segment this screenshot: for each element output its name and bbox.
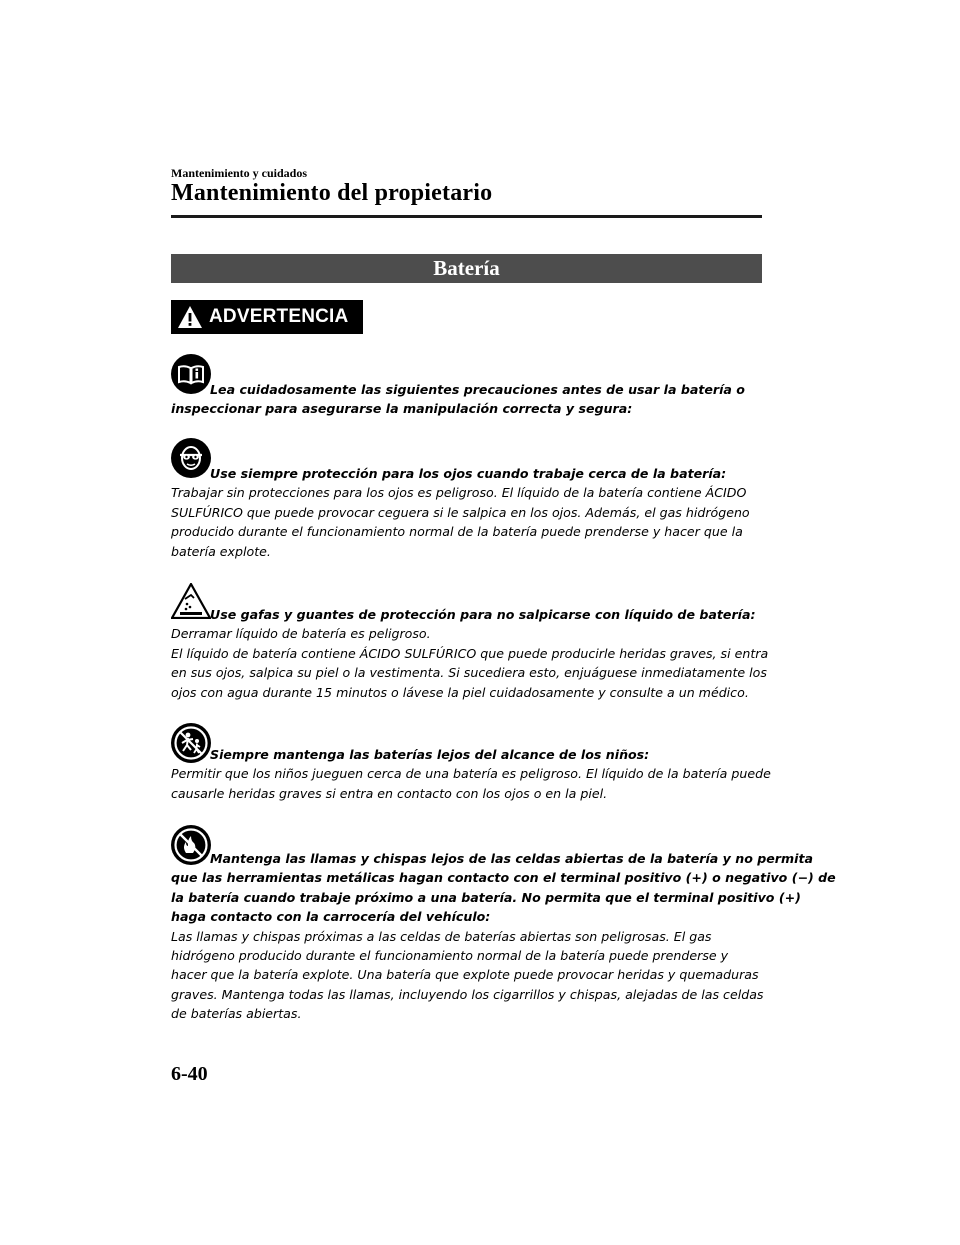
section-title: Batería [433,256,500,280]
item-body-line: graves. Mantenga todas las llamas, incluyendo los cigarrillos y chispas, alejadas de las celdas [171,986,764,1002]
item-lead-line: Use siempre protección para los ojos cuando trabaje cerca de la batería: [210,466,727,481]
item-body-line: producido durante el funcionamiento normal de la batería puede prenderse y hacer que la [171,524,743,540]
item-lead-line: Lea cuidadosamente las siguientes precauciones antes de usar la batería o [210,382,745,397]
warning-item [171,723,771,803]
eye-protection-icon [171,438,211,478]
manual-book-icon [171,354,211,394]
warning-item [171,438,771,561]
warning-triangle-icon [177,305,203,329]
running-head: Mantenimiento y cuidados [171,166,308,180]
item-lead-line: que las herramientas metálicas hagan contacto con el terminal positivo (+) o negativo (−) de [171,870,836,886]
item-lead-line: Siempre mantenga las baterías lejos del alcance de los niños: [210,747,650,762]
item-body-line: SULFÚRICO que puede provocar ceguera si le salpica en los ojos. Además, el gas hidrógeno [171,504,750,520]
item-body-line: hacer que la batería explote. Una batería que explote puede provocar heridas y quemaduras [171,967,759,983]
item-lead-line: haga contacto con la carrocería del vehículo: [171,909,491,925]
warning-label [171,300,363,334]
section-title-bar [171,254,762,283]
item-body-line: ojos con agua durante 15 minutos o lávese la piel cuidadosamente y consulte a un médico. [171,684,749,700]
item-body-line: de baterías abiertas. [171,1006,302,1022]
warning-item [171,825,836,1024]
acid-hazard-icon [171,583,211,619]
item-body-line: hidrógeno producido durante el funcionamiento normal de la batería puede prenderse y [171,948,729,964]
page-number: 6-40 [171,1063,208,1085]
item-lead-line: la batería cuando trabaje próximo a una batería. No permita que el terminal positivo (+) [171,889,801,905]
item-body-line: en sus ojos, salpica su piel o la vestimenta. Si sucediera esto, enjuáguese inmediatamente los [171,665,767,681]
header-rule [171,215,762,218]
item-body-line: Trabajar sin protecciones para los ojos es peligroso. El líquido de la batería contiene ÁCIDO [171,485,747,501]
item-lead-line: Mantenga las llamas y chispas lejos de las celdas abiertas de la batería y no permita [210,851,813,866]
item-lead-line: inspeccionar para asegurarse la manipulación correcta y segura: [171,401,633,417]
item-body-line: causarle heridas graves si entra en contacto con los ojos o en la piel. [171,785,608,801]
chapter-title: Mantenimiento del propietario [171,180,493,206]
keep-children-away-icon [171,723,211,763]
no-flames-icon [171,825,211,865]
item-body-line: Las llamas y chispas próximas a las celdas de baterías abiertas son peligrosas. El gas [171,928,712,944]
item-body-line: Permitir que los niños jueguen cerca de una batería es peligroso. El líquido de la batería puede [171,766,771,782]
warning-item [171,354,771,419]
warning-item [171,583,771,702]
warning-label-text: ADVERTENCIA [209,306,349,327]
item-lead-line: Use gafas y guantes de protección para no salpicarse con líquido de batería: [210,607,756,622]
item-body-line: batería explote. [171,543,271,559]
item-body-line: El líquido de batería contiene ÁCIDO SULFÚRICO que puede producirle heridas graves, si entra [171,645,769,661]
item-body-line: Derramar líquido de batería es peligroso. [171,626,431,642]
